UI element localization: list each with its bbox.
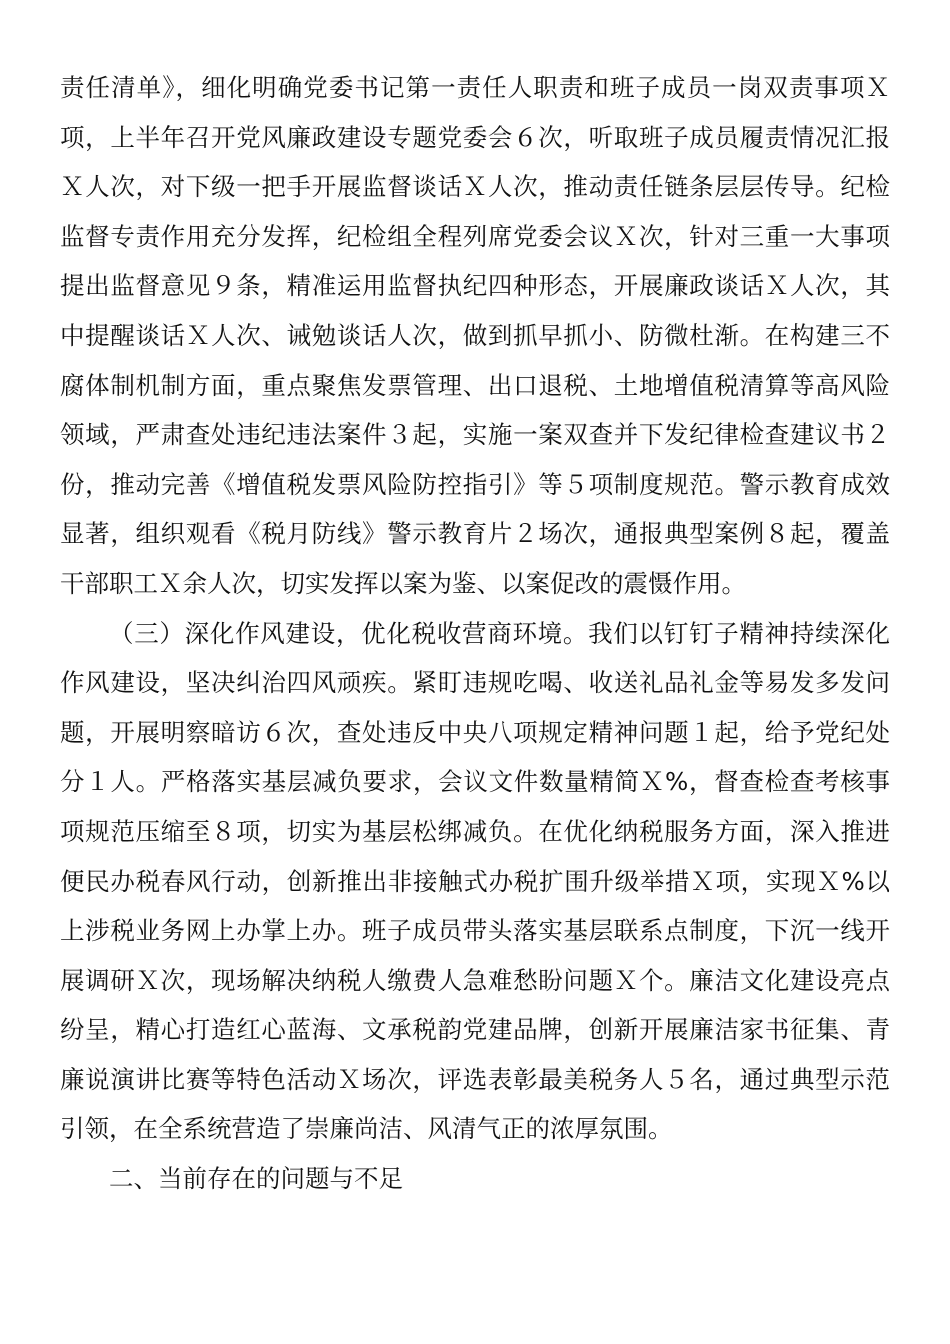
text-line: 廉说演讲比赛等特色活动Ｘ场次，评选表彰最美税务人５名，通过典型示范: [60, 1064, 890, 1094]
text-line: 提出监督意见９条，精准运用监督执纪四种形态，开展廉政谈话Ｘ人次，其: [60, 271, 890, 301]
text-line: 引领，在全系统营造了崇廉尚洁、风清气正的浓厚氛围。: [60, 1114, 673, 1144]
text-line: 作风建设，坚决纠治四风顽疾。紧盯违规吃喝、收送礼品礼金等易发多发问: [60, 668, 890, 698]
text-line: 中提醒谈话Ｘ人次、诫勉谈话人次，做到抓早抓小、防微杜渐。在构建三不: [60, 320, 890, 350]
text-line: 领域，严肃查处违纪违法案件３起，实施一案双查并下发纪律检查建议书２: [60, 420, 890, 450]
text-line: 展调研Ｘ次，现场解决纳税人缴费人急难愁盼问题Ｘ个。廉洁文化建设亮点: [60, 965, 890, 995]
text-line: 题，开展明察暗访６次，查处违反中央八项规定精神问题１起，给予党纪处: [60, 717, 890, 747]
text-line: 干部职工Ｘ余人次，切实发挥以案为鉴、以案促改的震慑作用。: [60, 568, 746, 598]
text-line: 显著，组织观看《税月防线》警示教育片２场次，通报典型案例８起，覆盖: [60, 519, 890, 549]
text-line: 分１人。严格落实基层减负要求，会议文件数量精简Ｘ%，督查检查考核事: [60, 767, 890, 797]
text-line: 份，推动完善《增值税发票风险防控指引》等５项制度规范。警示教育成效: [60, 469, 890, 499]
text-line: 责任清单》，细化明确党委书记第一责任人职责和班子成员一岗双责事项Ｘ: [60, 73, 890, 102]
text-line: 便民办税春风行动，创新推出非接触式办税扩围升级举措Ｘ项，实现Ｘ%以: [60, 866, 890, 896]
text-line: 腐体制机制方面，重点聚焦发票管理、出口退税、土地增值税清算等高风险: [60, 370, 890, 400]
text-line: 上涉税业务网上办掌上办。班子成员带头落实基层联系点制度，下沉一线开: [60, 916, 890, 946]
section-heading-line: （三）深化作风建设，优化税收营商环境。我们以钉钉子精神持续深化: [109, 618, 890, 648]
text-line: Ｘ人次，对下级一把手开展监督谈话Ｘ人次，推动责任链条层层传导。纪检: [60, 172, 890, 202]
section-title: 二、当前存在的问题与不足: [109, 1164, 403, 1194]
text-line: 项规范压缩至８项，切实为基层松绑减负。在优化纳税服务方面，深入推进: [60, 816, 890, 846]
text-line: 项，上半年召开党风廉政建设专题党委会６次，听取班子成员履责情况汇报: [60, 122, 890, 152]
text-line: 监督专责作用充分发挥，纪检组全程列席党委会议Ｘ次，针对三重一大事项: [60, 221, 890, 251]
document-body: [60, 63, 890, 1204]
text-line: 纷呈，精心打造红心蓝海、文承税韵党建品牌，创新开展廉洁家书征集、青: [60, 1015, 890, 1045]
